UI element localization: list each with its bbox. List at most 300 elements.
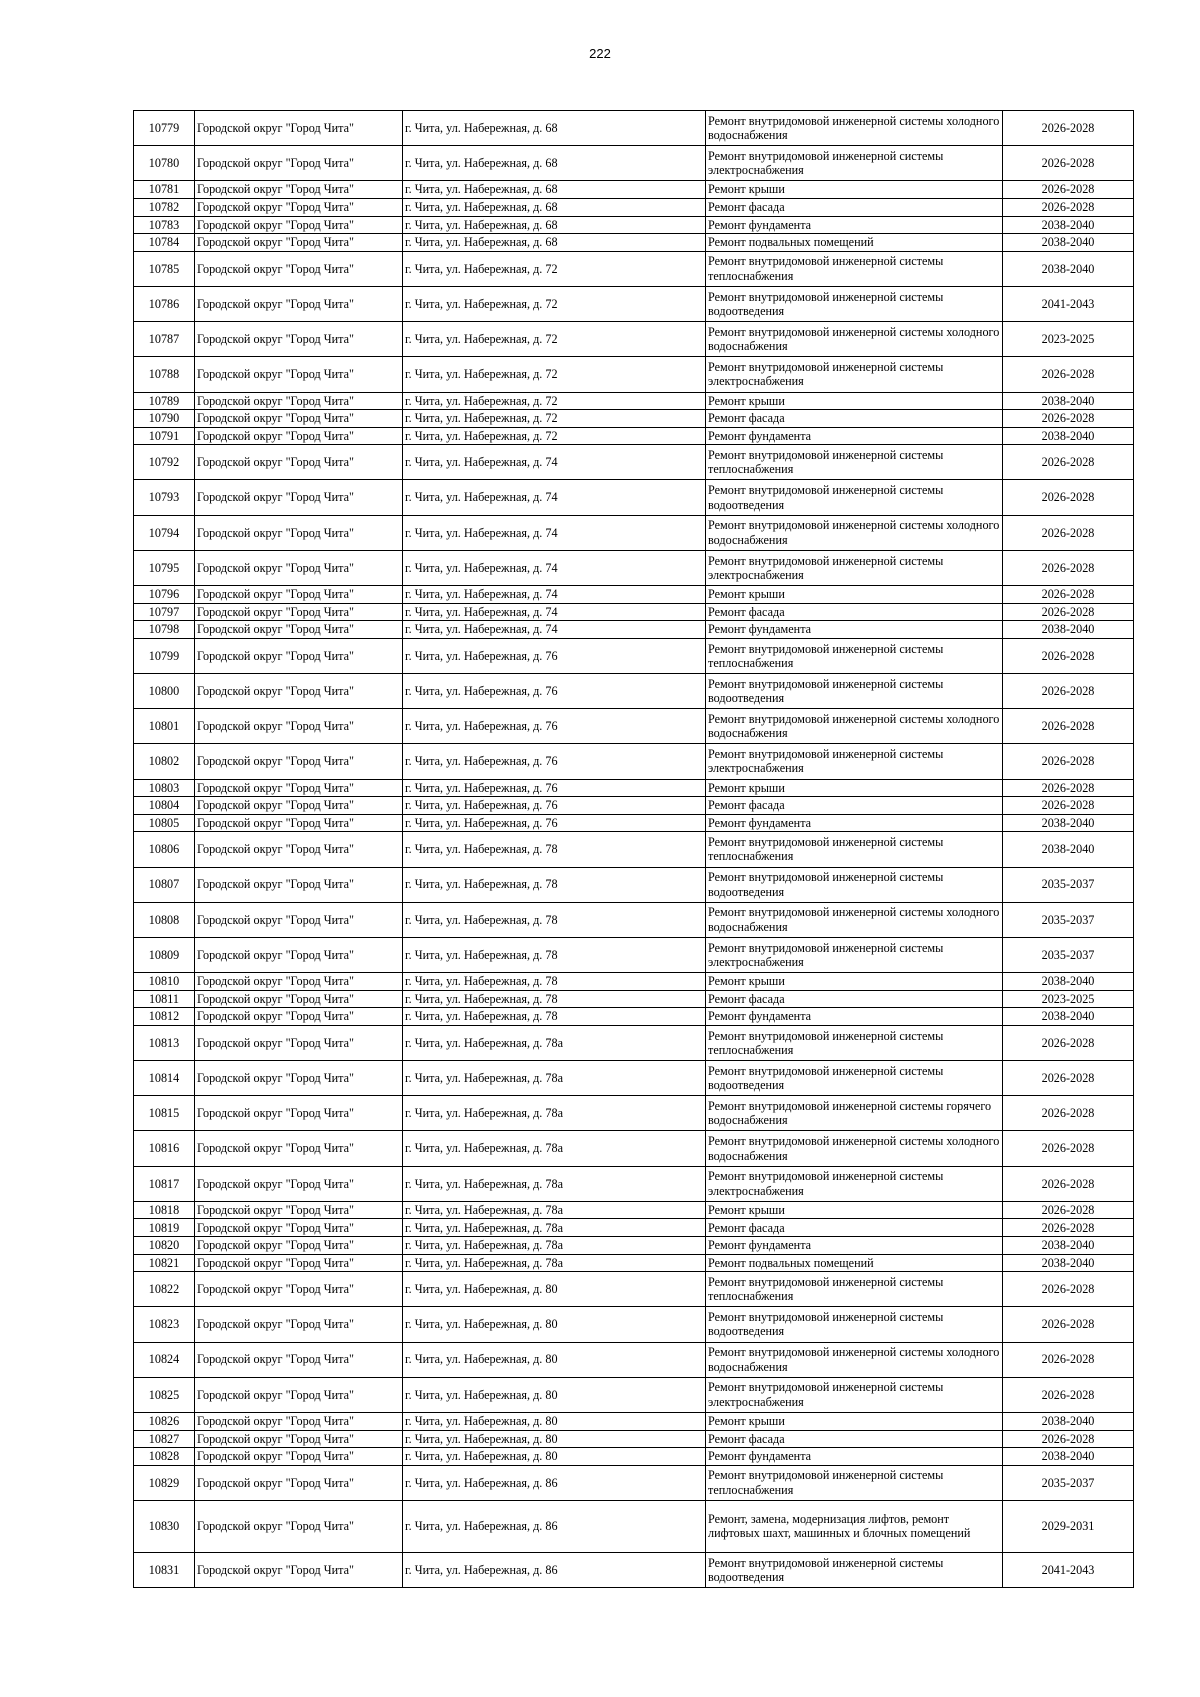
period-cell: 2026-2028 (1003, 1061, 1134, 1096)
period-cell: 2026-2028 (1003, 515, 1134, 550)
address-cell: г. Чита, ул. Набережная, д. 78 (403, 1008, 706, 1026)
period-cell: 2026-2028 (1003, 357, 1134, 392)
address-cell: г. Чита, ул. Набережная, д. 68 (403, 198, 706, 216)
address-cell: г. Чита, ул. Набережная, д. 76 (403, 638, 706, 673)
table-row (134, 1254, 1134, 1272)
address-cell: г. Чита, ул. Набережная, д. 78а (403, 1201, 706, 1219)
table-row (134, 586, 1134, 604)
row-number-cell: 10803 (134, 779, 195, 797)
table-row (134, 1430, 1134, 1448)
address-cell: г. Чита, ул. Набережная, д. 78а (403, 1237, 706, 1255)
row-number-cell: 10801 (134, 709, 195, 744)
row-number-cell: 10785 (134, 251, 195, 286)
row-number-cell: 10826 (134, 1412, 195, 1430)
table-body (134, 111, 1134, 1588)
address-cell: г. Чита, ул. Набережная, д. 80 (403, 1412, 706, 1430)
row-number-cell: 10828 (134, 1448, 195, 1466)
work-type-cell: Ремонт фасада (706, 198, 1003, 216)
table-row (134, 1272, 1134, 1307)
work-type-cell: Ремонт внутридомовой инженерной системы водоотведения (706, 1061, 1003, 1096)
table-row (134, 779, 1134, 797)
table-row (134, 1025, 1134, 1060)
work-type-cell: Ремонт крыши (706, 392, 1003, 410)
period-cell: 2026-2028 (1003, 1025, 1134, 1060)
row-number-cell: 10779 (134, 111, 195, 146)
work-type-cell: Ремонт внутридомовой инженерной системы холодного водоснабжения (706, 111, 1003, 146)
work-type-cell: Ремонт внутридомовой инженерной системы теплоснабжения (706, 251, 1003, 286)
work-type-cell: Ремонт фундамента (706, 1448, 1003, 1466)
work-type-cell: Ремонт крыши (706, 1201, 1003, 1219)
row-number-cell: 10820 (134, 1237, 195, 1255)
period-cell: 2026-2028 (1003, 480, 1134, 515)
address-cell: г. Чита, ул. Набережная, д. 78 (403, 832, 706, 867)
address-cell: г. Чита, ул. Набережная, д. 72 (403, 427, 706, 445)
municipality-cell: Городской округ "Город Чита" (195, 1448, 403, 1466)
municipality-cell: Городской округ "Город Чита" (195, 1166, 403, 1201)
address-cell: г. Чита, ул. Набережная, д. 72 (403, 286, 706, 321)
period-cell: 2026-2028 (1003, 674, 1134, 709)
row-number-cell: 10781 (134, 181, 195, 199)
period-cell: 2038-2040 (1003, 1412, 1134, 1430)
municipality-cell: Городской округ "Город Чита" (195, 1552, 403, 1587)
period-cell: 2038-2040 (1003, 1237, 1134, 1255)
row-number-cell: 10796 (134, 586, 195, 604)
row-number-cell: 10808 (134, 902, 195, 937)
work-type-cell: Ремонт фасада (706, 603, 1003, 621)
table-row (134, 1061, 1134, 1096)
work-type-cell: Ремонт внутридомовой инженерной системы холодного водоснабжения (706, 1342, 1003, 1377)
work-type-cell: Ремонт фундамента (706, 814, 1003, 832)
address-cell: г. Чита, ул. Набережная, д. 80 (403, 1342, 706, 1377)
municipality-cell: Городской округ "Город Чита" (195, 621, 403, 639)
row-number-cell: 10816 (134, 1131, 195, 1166)
row-number-cell: 10780 (134, 146, 195, 181)
work-type-cell: Ремонт подвальных помещений (706, 234, 1003, 252)
work-type-cell: Ремонт крыши (706, 1412, 1003, 1430)
address-cell: г. Чита, ул. Набережная, д. 74 (403, 550, 706, 585)
row-number-cell: 10800 (134, 674, 195, 709)
work-type-cell: Ремонт крыши (706, 973, 1003, 991)
period-cell: 2026-2028 (1003, 1096, 1134, 1131)
period-cell: 2026-2028 (1003, 779, 1134, 797)
period-cell: 2038-2040 (1003, 621, 1134, 639)
row-number-cell: 10818 (134, 1201, 195, 1219)
work-type-cell: Ремонт фундамента (706, 427, 1003, 445)
address-cell: г. Чита, ул. Набережная, д. 72 (403, 392, 706, 410)
row-number-cell: 10793 (134, 480, 195, 515)
municipality-cell: Городской округ "Город Чита" (195, 937, 403, 972)
period-cell: 2038-2040 (1003, 234, 1134, 252)
period-cell: 2038-2040 (1003, 1448, 1134, 1466)
address-cell: г. Чита, ул. Набережная, д. 86 (403, 1500, 706, 1552)
municipality-cell: Городской округ "Город Чита" (195, 814, 403, 832)
table-row (134, 1448, 1134, 1466)
row-number-cell: 10805 (134, 814, 195, 832)
table-row (134, 1465, 1134, 1500)
table-row (134, 603, 1134, 621)
address-cell: г. Чита, ул. Набережная, д. 74 (403, 603, 706, 621)
row-number-cell: 10823 (134, 1307, 195, 1342)
period-cell: 2035-2037 (1003, 937, 1134, 972)
table-row (134, 198, 1134, 216)
municipality-cell: Городской округ "Город Чита" (195, 1254, 403, 1272)
municipality-cell: Городской округ "Город Чита" (195, 480, 403, 515)
table-row (134, 1412, 1134, 1430)
work-type-cell: Ремонт внутридомовой инженерной системы холодного водоснабжения (706, 322, 1003, 357)
work-type-cell: Ремонт внутридомовой инженерной системы водоотведения (706, 867, 1003, 902)
work-type-cell: Ремонт внутридомовой инженерной системы электроснабжения (706, 357, 1003, 392)
period-cell: 2026-2028 (1003, 410, 1134, 428)
row-number-cell: 10827 (134, 1430, 195, 1448)
period-cell: 2023-2025 (1003, 990, 1134, 1008)
row-number-cell: 10815 (134, 1096, 195, 1131)
address-cell: г. Чита, ул. Набережная, д. 78а (403, 1096, 706, 1131)
municipality-cell: Городской округ "Город Чита" (195, 216, 403, 234)
address-cell: г. Чита, ул. Набережная, д. 86 (403, 1465, 706, 1500)
work-type-cell: Ремонт внутридомовой инженерной системы горячего водоснабжения (706, 1096, 1003, 1131)
work-type-cell: Ремонт внутридомовой инженерной системы холодного водоснабжения (706, 1131, 1003, 1166)
table-row (134, 1166, 1134, 1201)
table-row (134, 621, 1134, 639)
period-cell: 2026-2028 (1003, 198, 1134, 216)
work-type-cell: Ремонт фасада (706, 1430, 1003, 1448)
municipality-cell: Городской округ "Город Чита" (195, 744, 403, 779)
table-row (134, 709, 1134, 744)
municipality-cell: Городской округ "Город Чита" (195, 550, 403, 585)
table-row (134, 1096, 1134, 1131)
table-row (134, 1237, 1134, 1255)
period-cell: 2026-2028 (1003, 797, 1134, 815)
work-type-cell: Ремонт фасада (706, 990, 1003, 1008)
period-cell: 2026-2028 (1003, 1166, 1134, 1201)
row-number-cell: 10783 (134, 216, 195, 234)
table-row (134, 1307, 1134, 1342)
table-row (134, 1377, 1134, 1412)
table-row (134, 1552, 1134, 1587)
municipality-cell: Городской округ "Город Чита" (195, 1131, 403, 1166)
municipality-cell: Городской округ "Город Чита" (195, 797, 403, 815)
work-type-cell: Ремонт подвальных помещений (706, 1254, 1003, 1272)
table-row (134, 445, 1134, 480)
address-cell: г. Чита, ул. Набережная, д. 68 (403, 111, 706, 146)
table-row (134, 1219, 1134, 1237)
work-type-cell: Ремонт крыши (706, 586, 1003, 604)
work-type-cell: Ремонт крыши (706, 181, 1003, 199)
address-cell: г. Чита, ул. Набережная, д. 74 (403, 515, 706, 550)
address-cell: г. Чита, ул. Набережная, д. 80 (403, 1272, 706, 1307)
work-type-cell: Ремонт внутридомовой инженерной системы электроснабжения (706, 1377, 1003, 1412)
municipality-cell: Городской округ "Город Чита" (195, 832, 403, 867)
municipality-cell: Городской округ "Город Чита" (195, 146, 403, 181)
work-type-cell: Ремонт внутридомовой инженерной системы водоотведения (706, 1307, 1003, 1342)
work-type-cell: Ремонт внутридомовой инженерной системы холодного водоснабжения (706, 515, 1003, 550)
period-cell: 2026-2028 (1003, 603, 1134, 621)
table-row (134, 181, 1134, 199)
municipality-cell: Городской округ "Город Чита" (195, 973, 403, 991)
address-cell: г. Чита, ул. Набережная, д. 78 (403, 867, 706, 902)
period-cell: 2026-2028 (1003, 1377, 1134, 1412)
address-cell: г. Чита, ул. Набережная, д. 78а (403, 1166, 706, 1201)
work-type-cell: Ремонт, замена, модернизация лифтов, ремонт лифтовых шахт, машинных и блочных помещений (706, 1500, 1003, 1552)
municipality-cell: Городской округ "Город Чита" (195, 1307, 403, 1342)
municipality-cell: Городской округ "Город Чита" (195, 111, 403, 146)
address-cell: г. Чита, ул. Набережная, д. 80 (403, 1448, 706, 1466)
address-cell: г. Чита, ул. Набережная, д. 78 (403, 937, 706, 972)
work-type-cell: Ремонт внутридомовой инженерной системы электроснабжения (706, 146, 1003, 181)
address-cell: г. Чита, ул. Набережная, д. 78 (403, 902, 706, 937)
work-type-cell: Ремонт внутридомовой инженерной системы теплоснабжения (706, 638, 1003, 673)
period-cell: 2026-2028 (1003, 550, 1134, 585)
table-row (134, 234, 1134, 252)
work-type-cell: Ремонт фундамента (706, 1237, 1003, 1255)
address-cell: г. Чита, ул. Набережная, д. 80 (403, 1377, 706, 1412)
address-cell: г. Чита, ул. Набережная, д. 78а (403, 1025, 706, 1060)
period-cell: 2026-2028 (1003, 1201, 1134, 1219)
work-type-cell: Ремонт внутридомовой инженерной системы теплоснабжения (706, 445, 1003, 480)
row-number-cell: 10829 (134, 1465, 195, 1500)
work-type-cell: Ремонт крыши (706, 779, 1003, 797)
municipality-cell: Городской округ "Город Чита" (195, 1272, 403, 1307)
table-row (134, 744, 1134, 779)
table-row (134, 1201, 1134, 1219)
address-cell: г. Чита, ул. Набережная, д. 74 (403, 621, 706, 639)
municipality-cell: Городской округ "Город Чита" (195, 1008, 403, 1026)
row-number-cell: 10784 (134, 234, 195, 252)
row-number-cell: 10809 (134, 937, 195, 972)
row-number-cell: 10804 (134, 797, 195, 815)
period-cell: 2026-2028 (1003, 111, 1134, 146)
table-row (134, 480, 1134, 515)
municipality-cell: Городской округ "Город Чита" (195, 392, 403, 410)
table-row (134, 357, 1134, 392)
address-cell: г. Чита, ул. Набережная, д. 74 (403, 480, 706, 515)
row-number-cell: 10790 (134, 410, 195, 428)
address-cell: г. Чита, ул. Набережная, д. 78а (403, 1131, 706, 1166)
address-cell: г. Чита, ул. Набережная, д. 80 (403, 1430, 706, 1448)
period-cell: 2035-2037 (1003, 1465, 1134, 1500)
period-cell: 2035-2037 (1003, 902, 1134, 937)
row-number-cell: 10825 (134, 1377, 195, 1412)
address-cell: г. Чита, ул. Набережная, д. 68 (403, 181, 706, 199)
table-row (134, 1008, 1134, 1026)
municipality-cell: Городской округ "Город Чита" (195, 1096, 403, 1131)
municipality-cell: Городской округ "Город Чита" (195, 251, 403, 286)
table-row (134, 515, 1134, 550)
row-number-cell: 10787 (134, 322, 195, 357)
address-cell: г. Чита, ул. Набережная, д. 76 (403, 814, 706, 832)
table-row (134, 638, 1134, 673)
municipality-cell: Городской округ "Город Чита" (195, 1025, 403, 1060)
table-row (134, 797, 1134, 815)
table-row (134, 410, 1134, 428)
table-row (134, 392, 1134, 410)
work-type-cell: Ремонт фасада (706, 1219, 1003, 1237)
address-cell: г. Чита, ул. Набережная, д. 72 (403, 322, 706, 357)
period-cell: 2038-2040 (1003, 973, 1134, 991)
municipality-cell: Городской округ "Город Чита" (195, 1377, 403, 1412)
table-row (134, 322, 1134, 357)
municipality-cell: Городской округ "Город Чита" (195, 234, 403, 252)
table-row (134, 216, 1134, 234)
period-cell: 2023-2025 (1003, 322, 1134, 357)
address-cell: г. Чита, ул. Набережная, д. 78а (403, 1219, 706, 1237)
period-cell: 2026-2028 (1003, 1131, 1134, 1166)
row-number-cell: 10802 (134, 744, 195, 779)
address-cell: г. Чита, ул. Набережная, д. 76 (403, 744, 706, 779)
municipality-cell: Городской округ "Город Чита" (195, 1412, 403, 1430)
municipality-cell: Городской округ "Город Чита" (195, 1500, 403, 1552)
table-row (134, 1342, 1134, 1377)
row-number-cell: 10799 (134, 638, 195, 673)
municipality-cell: Городской округ "Город Чита" (195, 445, 403, 480)
table-row (134, 1131, 1134, 1166)
period-cell: 2026-2028 (1003, 181, 1134, 199)
period-cell: 2035-2037 (1003, 867, 1134, 902)
address-cell: г. Чита, ул. Набережная, д. 72 (403, 410, 706, 428)
address-cell: г. Чита, ул. Набережная, д. 74 (403, 445, 706, 480)
period-cell: 2038-2040 (1003, 427, 1134, 445)
municipality-cell: Городской округ "Город Чита" (195, 1430, 403, 1448)
municipality-cell: Городской округ "Город Чита" (195, 1219, 403, 1237)
address-cell: г. Чита, ул. Набережная, д. 72 (403, 251, 706, 286)
period-cell: 2026-2028 (1003, 586, 1134, 604)
work-type-cell: Ремонт внутридомовой инженерной системы водоотведения (706, 480, 1003, 515)
row-number-cell: 10812 (134, 1008, 195, 1026)
work-type-cell: Ремонт внутридомовой инженерной системы электроснабжения (706, 744, 1003, 779)
address-cell: г. Чита, ул. Набережная, д. 80 (403, 1307, 706, 1342)
row-number-cell: 10821 (134, 1254, 195, 1272)
row-number-cell: 10822 (134, 1272, 195, 1307)
address-cell: г. Чита, ул. Набережная, д. 76 (403, 674, 706, 709)
repair-schedule-table (133, 110, 1134, 1588)
row-number-cell: 10788 (134, 357, 195, 392)
row-number-cell: 10817 (134, 1166, 195, 1201)
work-type-cell: Ремонт внутридомовой инженерной системы электроснабжения (706, 550, 1003, 585)
address-cell: г. Чита, ул. Набережная, д. 72 (403, 357, 706, 392)
row-number-cell: 10831 (134, 1552, 195, 1587)
municipality-cell: Городской округ "Город Чита" (195, 779, 403, 797)
municipality-cell: Городской округ "Город Чита" (195, 902, 403, 937)
address-cell: г. Чита, ул. Набережная, д. 68 (403, 216, 706, 234)
municipality-cell: Городской округ "Город Чита" (195, 638, 403, 673)
table-row (134, 674, 1134, 709)
municipality-cell: Городской округ "Город Чита" (195, 515, 403, 550)
work-type-cell: Ремонт фундамента (706, 216, 1003, 234)
table-row (134, 1500, 1134, 1552)
municipality-cell: Городской округ "Город Чита" (195, 586, 403, 604)
municipality-cell: Городской округ "Город Чита" (195, 990, 403, 1008)
municipality-cell: Городской округ "Город Чита" (195, 1061, 403, 1096)
municipality-cell: Городской округ "Город Чита" (195, 198, 403, 216)
period-cell: 2026-2028 (1003, 146, 1134, 181)
work-type-cell: Ремонт внутридомовой инженерной системы теплоснабжения (706, 1025, 1003, 1060)
row-number-cell: 10807 (134, 867, 195, 902)
work-type-cell: Ремонт внутридомовой инженерной системы теплоснабжения (706, 1465, 1003, 1500)
municipality-cell: Городской округ "Город Чита" (195, 867, 403, 902)
period-cell: 2026-2028 (1003, 1307, 1134, 1342)
period-cell: 2038-2040 (1003, 832, 1134, 867)
row-number-cell: 10824 (134, 1342, 195, 1377)
municipality-cell: Городской округ "Город Чита" (195, 1342, 403, 1377)
address-cell: г. Чита, ул. Набережная, д. 76 (403, 797, 706, 815)
table-row (134, 867, 1134, 902)
municipality-cell: Городской округ "Город Чита" (195, 410, 403, 428)
municipality-cell: Городской округ "Город Чита" (195, 674, 403, 709)
table-row (134, 550, 1134, 585)
row-number-cell: 10792 (134, 445, 195, 480)
municipality-cell: Городской округ "Город Чита" (195, 181, 403, 199)
table-row (134, 251, 1134, 286)
address-cell: г. Чита, ул. Набережная, д. 76 (403, 709, 706, 744)
period-cell: 2029-2031 (1003, 1500, 1134, 1552)
table-row (134, 832, 1134, 867)
row-number-cell: 10810 (134, 973, 195, 991)
period-cell: 2026-2028 (1003, 709, 1134, 744)
row-number-cell: 10798 (134, 621, 195, 639)
table-row (134, 990, 1134, 1008)
municipality-cell: Городской округ "Город Чита" (195, 1465, 403, 1500)
row-number-cell: 10814 (134, 1061, 195, 1096)
work-type-cell: Ремонт внутридомовой инженерной системы электроснабжения (706, 937, 1003, 972)
table-row (134, 902, 1134, 937)
municipality-cell: Городской округ "Город Чита" (195, 603, 403, 621)
work-type-cell: Ремонт внутридомовой инженерной системы холодного водоснабжения (706, 709, 1003, 744)
address-cell: г. Чита, ул. Набережная, д. 78 (403, 973, 706, 991)
row-number-cell: 10789 (134, 392, 195, 410)
row-number-cell: 10819 (134, 1219, 195, 1237)
table-row (134, 973, 1134, 991)
row-number-cell: 10811 (134, 990, 195, 1008)
period-cell: 2026-2028 (1003, 638, 1134, 673)
work-type-cell: Ремонт внутридомовой инженерной системы водоотведения (706, 286, 1003, 321)
period-cell: 2026-2028 (1003, 1272, 1134, 1307)
period-cell: 2038-2040 (1003, 251, 1134, 286)
table-row (134, 146, 1134, 181)
work-type-cell: Ремонт внутридомовой инженерной системы холодного водоснабжения (706, 902, 1003, 937)
address-cell: г. Чита, ул. Набережная, д. 78 (403, 990, 706, 1008)
period-cell: 2038-2040 (1003, 1008, 1134, 1026)
municipality-cell: Городской округ "Город Чита" (195, 709, 403, 744)
row-number-cell: 10806 (134, 832, 195, 867)
period-cell: 2038-2040 (1003, 814, 1134, 832)
row-number-cell: 10791 (134, 427, 195, 445)
period-cell: 2026-2028 (1003, 445, 1134, 480)
period-cell: 2026-2028 (1003, 1219, 1134, 1237)
row-number-cell: 10830 (134, 1500, 195, 1552)
page-number: 222 (589, 46, 611, 61)
table-row (134, 286, 1134, 321)
work-type-cell: Ремонт фасада (706, 797, 1003, 815)
address-cell: г. Чита, ул. Набережная, д. 76 (403, 779, 706, 797)
municipality-cell: Городской округ "Город Чита" (195, 427, 403, 445)
municipality-cell: Городской округ "Город Чита" (195, 322, 403, 357)
row-number-cell: 10813 (134, 1025, 195, 1060)
period-cell: 2026-2028 (1003, 1430, 1134, 1448)
period-cell: 2026-2028 (1003, 744, 1134, 779)
address-cell: г. Чита, ул. Набережная, д. 68 (403, 146, 706, 181)
row-number-cell: 10782 (134, 198, 195, 216)
work-type-cell: Ремонт внутридомовой инженерной системы электроснабжения (706, 1166, 1003, 1201)
address-cell: г. Чита, ул. Набережная, д. 68 (403, 234, 706, 252)
work-type-cell: Ремонт внутридомовой инженерной системы теплоснабжения (706, 1272, 1003, 1307)
municipality-cell: Городской округ "Город Чита" (195, 357, 403, 392)
period-cell: 2038-2040 (1003, 216, 1134, 234)
table-row (134, 937, 1134, 972)
table-row (134, 111, 1134, 146)
period-cell: 2038-2040 (1003, 392, 1134, 410)
address-cell: г. Чита, ул. Набережная, д. 78а (403, 1061, 706, 1096)
row-number-cell: 10786 (134, 286, 195, 321)
